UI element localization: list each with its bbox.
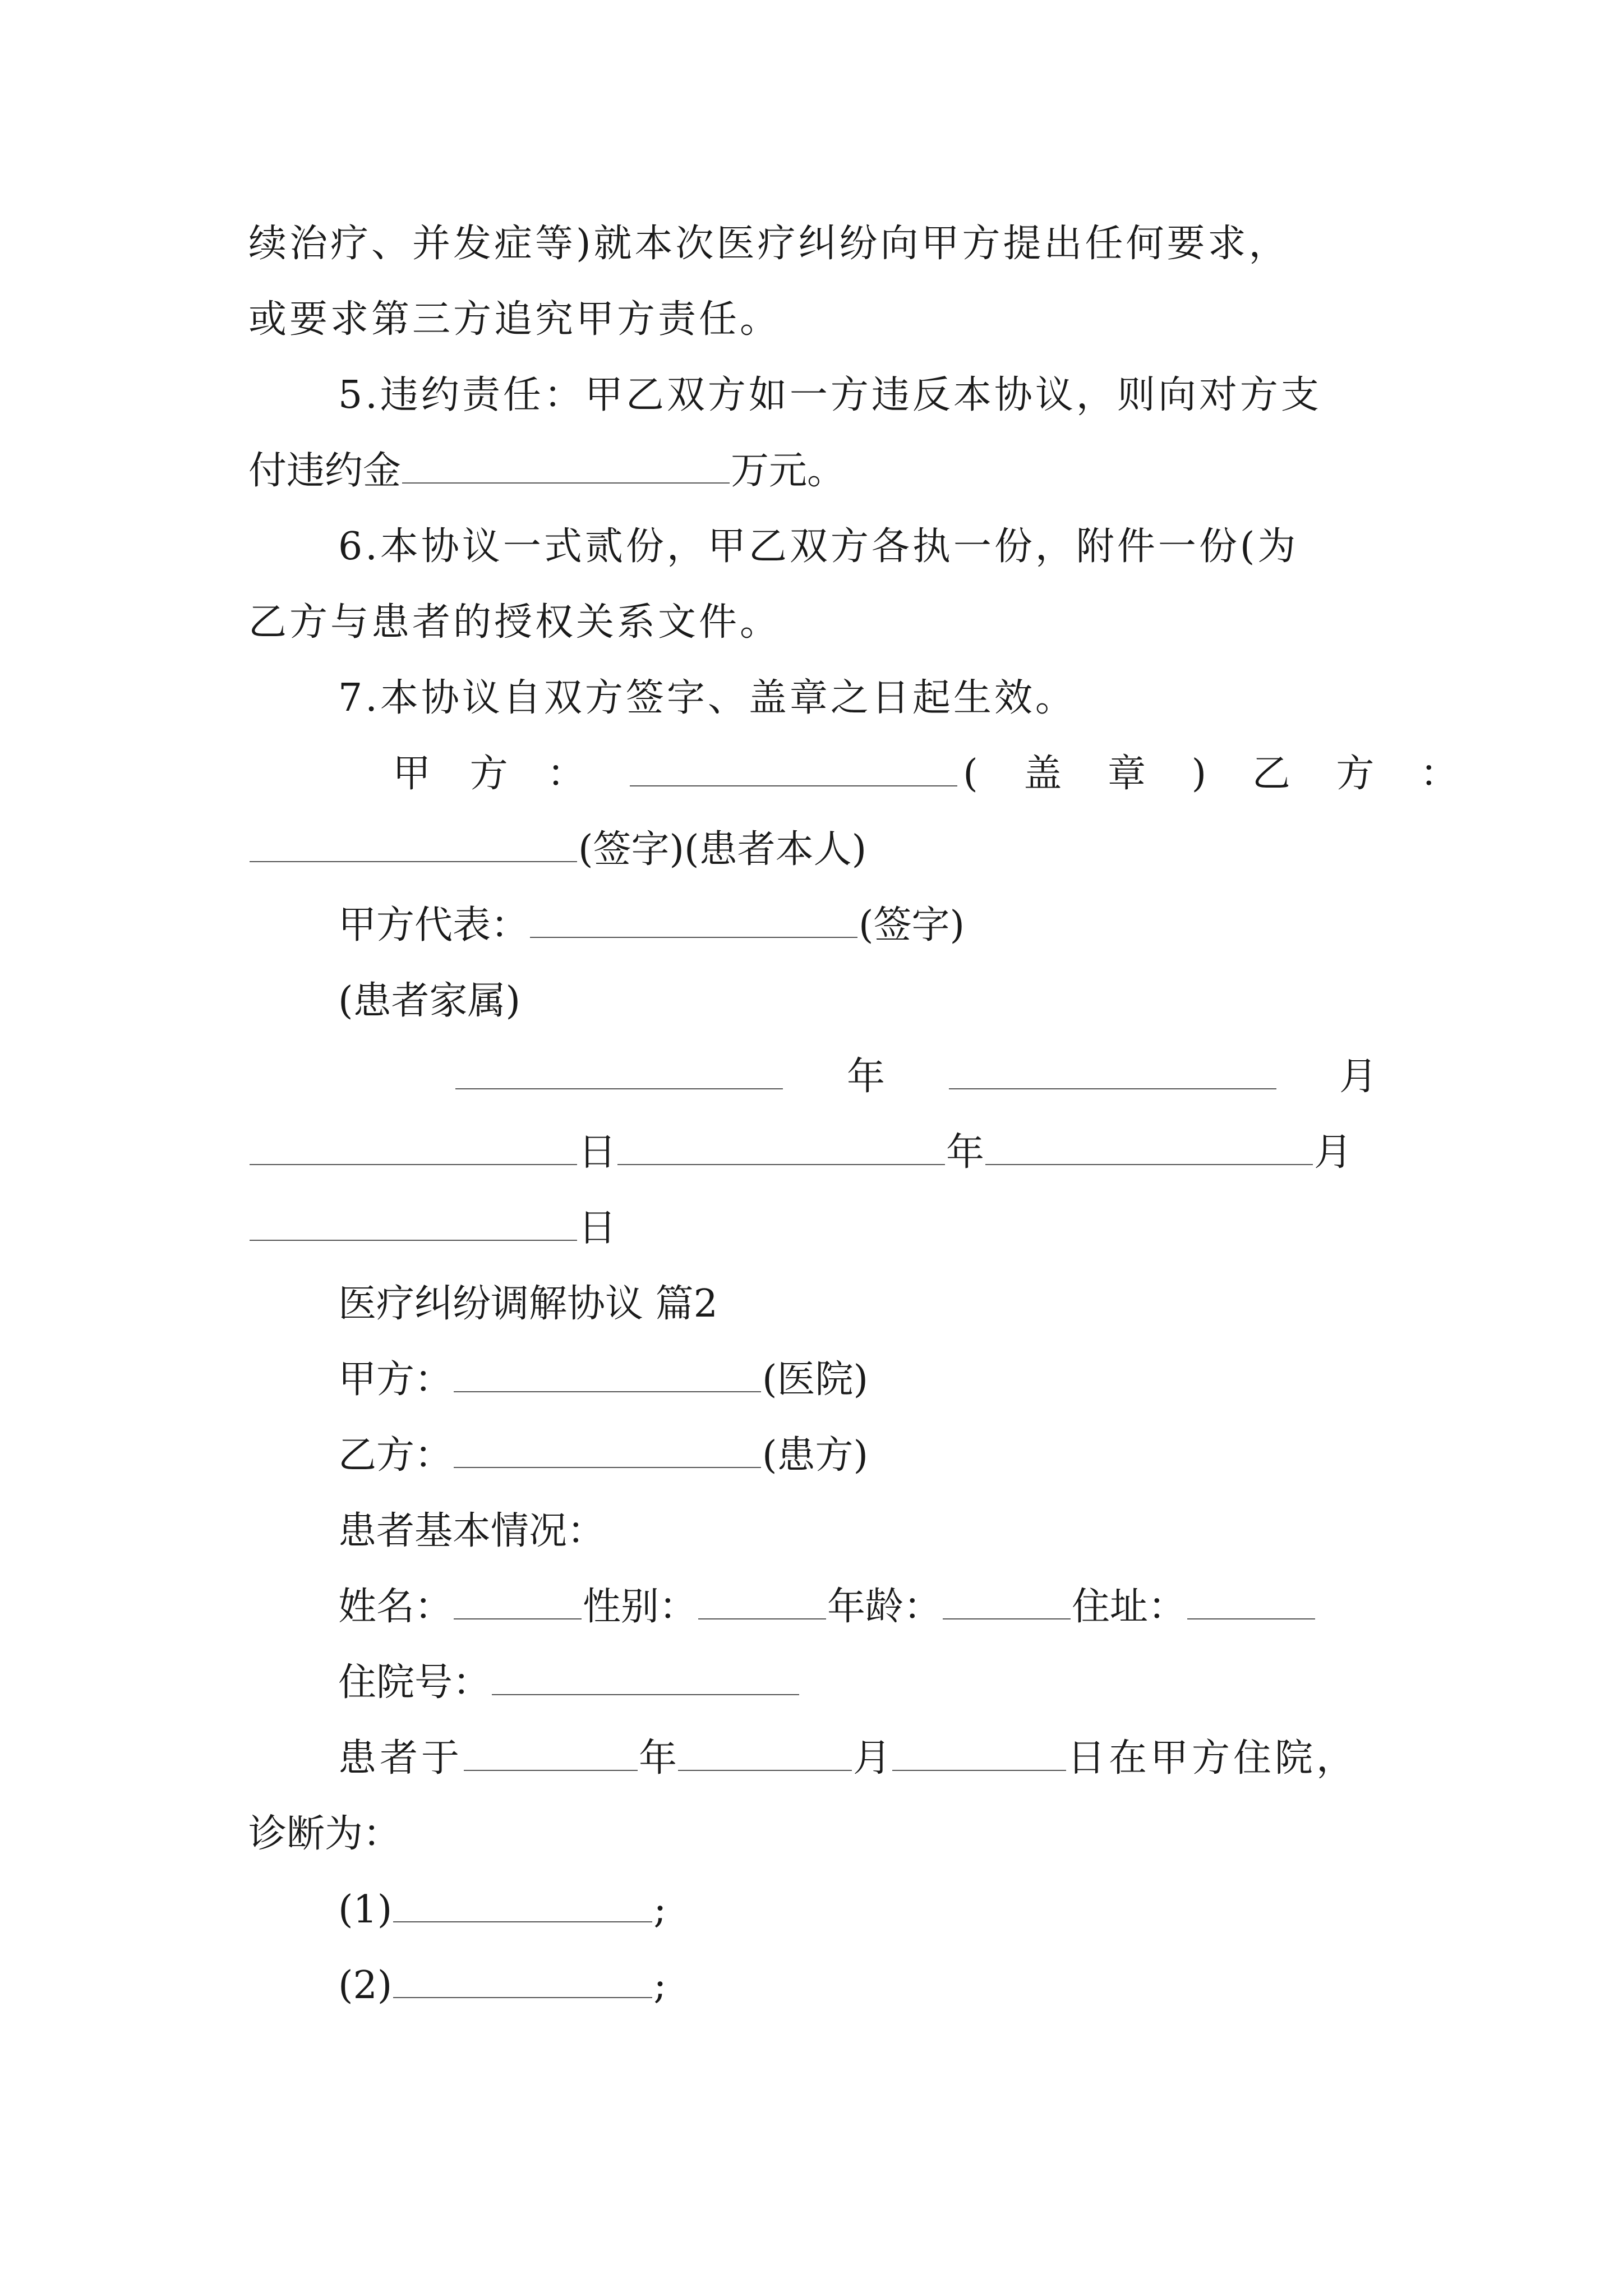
date-line — [454, 1052, 1377, 1102]
party-b-sign-blank[interactable] — [250, 861, 577, 862]
penalty-amount-line — [248, 446, 845, 496]
line-text: 7.本协议自双方签字、盖章之日起生效。 — [338, 676, 1076, 720]
line-text: (医院) — [762, 1358, 869, 1402]
paragraph-line — [248, 219, 1290, 269]
line-text: 日 — [578, 1130, 617, 1175]
line-text: 6.本协议一式贰份，甲乙双方各执一份，附件一份(为 — [338, 524, 1299, 569]
admission-number-line — [338, 1658, 800, 1708]
line-text: 年龄： — [827, 1585, 942, 1629]
party-a-rep-line — [338, 900, 965, 951]
line-text: (患方) — [762, 1433, 869, 1478]
party-a-hospital-line — [338, 1355, 868, 1405]
party-a-rep-blank[interactable] — [530, 936, 857, 938]
line-text: 日在甲方住院， — [1067, 1736, 1358, 1780]
date-line — [248, 1128, 1352, 1178]
line-text: 乙方： — [338, 1433, 453, 1478]
line-text: 甲 方 ： — [393, 752, 599, 796]
line-text: ( 盖 章 ) 乙 方 ： — [963, 752, 1475, 796]
line-text: (签字)(患者本人) — [578, 827, 867, 872]
line-text: 日 — [578, 1206, 617, 1250]
admission-month-blank[interactable] — [678, 1769, 852, 1771]
line-text: 甲方： — [338, 1358, 453, 1402]
paragraph-line — [248, 295, 781, 345]
line-text: 续治疗、并发症等)就本次医疗纠纷向甲方提出任何要求， — [248, 222, 1290, 266]
paragraph-line — [338, 976, 520, 1027]
date-year-blank[interactable] — [455, 1088, 783, 1089]
line-text: ; — [653, 1963, 667, 2008]
clause-5-breach-liability — [338, 370, 1322, 421]
line-text: 住址： — [1072, 1585, 1187, 1629]
line-text: 年 — [639, 1736, 677, 1780]
line-text: 付违约金 — [248, 449, 402, 493]
line-text: 甲方代表： — [338, 903, 529, 947]
admission-number-blank[interactable] — [492, 1694, 799, 1695]
party-a-hospital-blank[interactable] — [454, 1391, 761, 1392]
clause-7-effective — [338, 673, 1076, 724]
party-a-seal-blank[interactable] — [630, 785, 957, 786]
name-blank[interactable] — [454, 1618, 582, 1619]
line-text: 月 — [1339, 1055, 1378, 1099]
line-text: 诊断为： — [248, 1812, 402, 1856]
date-blank[interactable] — [617, 1163, 945, 1165]
admission-day-blank[interactable] — [892, 1769, 1066, 1771]
line-text: 或要求第三方追究甲方责任。 — [248, 297, 781, 342]
diagnosis-1-blank[interactable] — [393, 1921, 652, 1922]
sex-blank[interactable] — [698, 1618, 826, 1619]
section-title — [338, 1279, 718, 1329]
line-text: (2) — [338, 1963, 393, 2008]
penalty-amount-blank[interactable] — [402, 482, 730, 484]
party-b-patient-blank[interactable] — [454, 1466, 761, 1468]
line-text: 患者于 — [338, 1736, 463, 1780]
admission-date-line — [338, 1733, 1358, 1784]
date-blank[interactable] — [985, 1163, 1313, 1165]
line-text: 姓名： — [338, 1585, 453, 1629]
diagnosis-item — [338, 1961, 666, 2011]
line-text: 年 — [847, 1055, 886, 1099]
line-text: (签字) — [859, 903, 965, 947]
party-b-patient-line — [338, 1430, 868, 1481]
diagnosis-2-blank[interactable] — [393, 1996, 652, 1998]
line-text: 性别： — [583, 1585, 698, 1629]
line-text: 年 — [946, 1130, 985, 1175]
line-text: 万元。 — [731, 449, 846, 493]
date-blank[interactable] — [250, 1163, 577, 1165]
line-text: ; — [653, 1888, 667, 1932]
line-text: (患者家属) — [338, 979, 521, 1023]
date-line — [248, 1203, 616, 1254]
diagnosis-item — [338, 1885, 666, 1935]
line-text: 月 — [853, 1736, 892, 1780]
line-text: 5.违约责任：甲乙双方如一方违反本协议，则向对方支 — [338, 373, 1322, 417]
paragraph-line — [248, 597, 781, 648]
line-text: 患者基本情况： — [338, 1509, 606, 1553]
diagnosis-heading — [248, 1809, 401, 1860]
clause-6-copies — [338, 522, 1298, 572]
line-text: 住院号： — [338, 1660, 491, 1705]
patient-info-heading — [338, 1506, 605, 1557]
line-text: 乙方与患者的授权关系文件。 — [248, 600, 781, 645]
line-text: 医疗纠纷调解协议 篇2 — [338, 1282, 718, 1326]
age-blank[interactable] — [943, 1618, 1071, 1619]
line-text: (1) — [338, 1888, 393, 1932]
patient-fields-line — [338, 1582, 1316, 1632]
date-blank[interactable] — [250, 1239, 577, 1241]
party-a-seal-line — [393, 749, 1475, 799]
admission-year-blank[interactable] — [464, 1769, 638, 1771]
address-blank[interactable] — [1187, 1618, 1315, 1619]
date-month-blank[interactable] — [949, 1088, 1276, 1089]
party-b-sign-line — [248, 825, 866, 875]
line-text: 月 — [1314, 1130, 1353, 1175]
